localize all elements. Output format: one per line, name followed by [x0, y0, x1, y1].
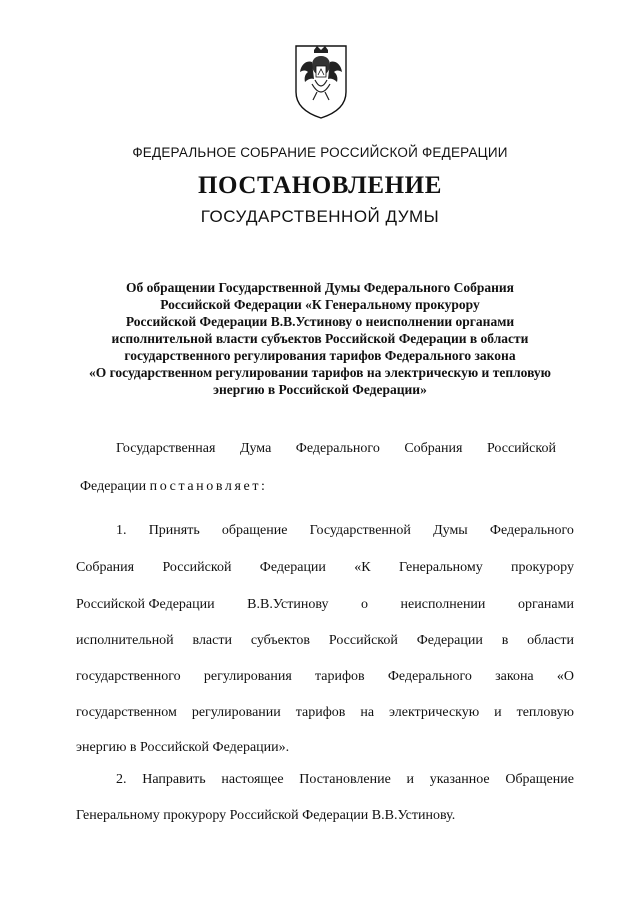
word: на — [360, 705, 375, 720]
word: Федерального — [489, 523, 574, 538]
word: закона — [495, 669, 534, 684]
word: электрическую — [388, 705, 480, 720]
word: и — [494, 705, 502, 720]
word: органами — [517, 597, 574, 612]
word: и — [406, 772, 414, 787]
item1-line — [76, 633, 574, 649]
word: Собрания — [76, 560, 135, 575]
word: Федерального — [387, 669, 472, 684]
word: указанное — [429, 772, 490, 787]
document-issuer: ГОСУДАРСТВЕННОЙ ДУМЫ — [200, 207, 440, 226]
preamble-line — [116, 441, 556, 457]
word: тепловую — [516, 705, 574, 720]
word: субъектов — [250, 633, 311, 648]
word: Обращение — [505, 772, 574, 787]
item1-line — [76, 560, 574, 576]
word: Собрания — [404, 441, 463, 456]
document-subject — [60, 279, 580, 398]
word: Государственной — [309, 523, 411, 538]
word: о — [361, 597, 369, 612]
word: «К — [354, 560, 371, 575]
word: Государственная — [116, 441, 216, 456]
item-number: 1. — [116, 523, 127, 538]
word: тарифов — [295, 705, 346, 720]
word: Российской — [328, 633, 398, 648]
word: обращение — [221, 523, 288, 538]
item1-line — [76, 705, 574, 721]
word: исполнительной — [76, 633, 174, 648]
word: неисполнении — [400, 597, 486, 612]
item2-line: Генеральному прокурору Российской Федерации В.В.Устинову. — [76, 808, 456, 823]
word: Думы — [433, 523, 468, 538]
word: Дума — [239, 441, 272, 456]
word: Принять — [148, 523, 200, 538]
word: Направить — [142, 772, 206, 787]
word: настоящее — [221, 772, 284, 787]
word: Федерального — [295, 441, 380, 456]
item1-line — [116, 523, 574, 539]
document-type-title: ПОСТАНОВЛЕНИЕ — [197, 172, 443, 199]
item2-line — [116, 772, 574, 788]
word: регулирования — [203, 669, 292, 684]
subject-line: государственного регулирования тарифов Федерального закона — [124, 348, 516, 363]
word: Российской — [486, 441, 556, 456]
item1-line — [76, 669, 574, 685]
item1-line — [76, 597, 574, 613]
word: Российской Федерации — [76, 597, 215, 612]
subject-line: энергию в Российской Федерации» — [213, 382, 427, 397]
subject-line: Российской Федерации В.В.Устинову о неисполнении органами — [125, 314, 515, 329]
word: государственного — [76, 669, 181, 684]
word: Федерации — [80, 479, 147, 494]
word: регулировании — [191, 705, 281, 720]
organization-name: ФЕДЕРАЛЬНОЕ СОБРАНИЕ РОССИЙСКОЙ ФЕДЕРАЦИИ — [132, 145, 508, 160]
word: тарифов — [314, 669, 365, 684]
word: Генеральному — [398, 560, 483, 575]
subject-line: «О государственном регулировании тарифов на электрическую и тепловую — [89, 365, 551, 380]
word: «О — [556, 669, 574, 684]
word: Федерации — [416, 633, 483, 648]
subject-line: Российской Федерации «К Генеральному прокурору — [160, 297, 480, 312]
word: Постановление — [299, 772, 391, 787]
subject-line: Об обращении Государственной Думы Федерального Собрания — [126, 280, 514, 295]
emphasized-verb: постановляет: — [149, 479, 268, 494]
word: области — [527, 633, 574, 648]
word: Федерации — [259, 560, 326, 575]
word: власти — [192, 633, 232, 648]
russian-coat-of-arms-icon — [290, 40, 352, 122]
word: В.В.Устинову — [247, 597, 329, 612]
word: в — [501, 633, 509, 648]
subject-line: исполнительной власти субъектов Российской Федерации в области — [111, 331, 529, 346]
item-number: 2. — [116, 772, 127, 787]
preamble-line — [80, 479, 578, 495]
word: государственном — [76, 705, 177, 720]
item1-line: энергию в Российской Федерации». — [76, 740, 290, 755]
word: Российской — [162, 560, 232, 575]
word: прокурору — [511, 560, 574, 575]
